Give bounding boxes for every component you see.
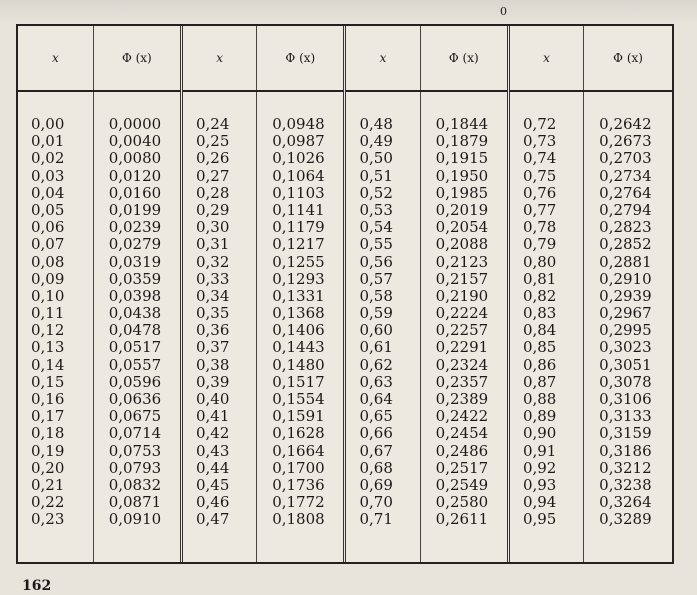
x-value: 0,30 (195, 218, 230, 237)
page-number: 162 (22, 578, 52, 594)
phi-value: 0,2764 (599, 183, 652, 202)
phi-value: 0,3238 (599, 475, 652, 494)
x-value: 0,86 (522, 355, 557, 374)
x-value: 0,77 (522, 200, 557, 219)
phi-value: 0,1772 (272, 493, 325, 512)
x-value: 0,29 (195, 200, 230, 219)
phi-value: 0,2580 (435, 493, 489, 512)
phi-value: 0,1844 (435, 115, 489, 133)
phi-value: 0,0160 (108, 183, 162, 202)
phi-value: 0,2642 (599, 115, 652, 133)
page-top-strip (0, 0, 697, 22)
phi-value: 0,2257 (435, 321, 489, 340)
x-value: 0,89 (522, 407, 557, 426)
phi-value: 0,1480 (272, 355, 325, 374)
header-x-4: x (508, 26, 583, 91)
x-value: 0,19 (31, 441, 65, 460)
header-row (18, 26, 672, 91)
x-value: 0,25 (195, 132, 230, 151)
header-phi-3: Φ (x) (420, 26, 508, 91)
phi-value: 0,2823 (599, 218, 652, 237)
x-value: 0,58 (359, 286, 393, 305)
x-value: 0,68 (359, 458, 393, 477)
x-value: 0,28 (195, 183, 230, 202)
phi-value: 0,0793 (108, 458, 162, 477)
x-value: 0,45 (195, 475, 230, 494)
x-value: 0,39 (195, 372, 230, 391)
phi-value: 0,0517 (108, 338, 162, 357)
x-value: 0,06 (31, 218, 65, 237)
phi-value: 0,3289 (599, 510, 652, 529)
x-value: 0,62 (359, 355, 393, 374)
phi-value: 0,0478 (108, 321, 162, 340)
x-value: 0,04 (31, 183, 65, 202)
phi-value: 0,2611 (435, 510, 489, 529)
x-value: 0,61 (359, 338, 393, 357)
phi-value: 0,0871 (108, 493, 162, 512)
phi-value: 0,2054 (435, 218, 489, 237)
x-value: 0,78 (522, 218, 557, 237)
phi-value: 0,1331 (272, 286, 325, 305)
x-value: 0,64 (359, 390, 393, 408)
x-value: 0,63 (359, 372, 393, 391)
x-value: 0,95 (522, 510, 557, 529)
phi-value: 0,1985 (435, 183, 489, 202)
column-x-4 (508, 91, 583, 562)
header-phi-2: Φ (x) (257, 26, 345, 91)
x-value: 0,33 (195, 269, 230, 288)
phi-value: 0,3264 (599, 493, 652, 512)
x-value: 0,03 (31, 166, 65, 185)
phi-value: 0,2881 (599, 252, 652, 271)
x-value: 0,57 (359, 269, 393, 288)
phi-value: 0,1879 (435, 132, 489, 151)
phi-value: 0,0120 (108, 166, 162, 185)
x-value: 0,02 (31, 149, 65, 168)
x-value: 0,71 (359, 510, 393, 529)
x-value: 0,27 (195, 166, 230, 185)
laplace-function-table (16, 24, 674, 564)
x-value: 0,31 (195, 235, 230, 254)
x-value: 0,75 (522, 166, 557, 185)
x-value: 0,32 (195, 252, 230, 271)
phi-value: 0,2673 (599, 132, 652, 151)
column-x-1 (18, 91, 93, 562)
x-value: 0,92 (522, 458, 557, 477)
x-value: 0,59 (359, 304, 393, 323)
phi-value: 0,3078 (599, 372, 652, 391)
x-value: 0,93 (522, 475, 557, 494)
phi-value: 0,0832 (108, 475, 162, 494)
x-value: 0,23 (31, 510, 65, 529)
phi-value: 0,2734 (599, 166, 652, 185)
phi-value: 0,1406 (272, 321, 325, 340)
phi-value: 0,0359 (108, 269, 162, 288)
x-value: 0,60 (359, 321, 393, 340)
x-value: 0,15 (31, 372, 65, 391)
x-value: 0,55 (359, 235, 393, 254)
header-phi-4: Φ (x) (584, 26, 672, 91)
phi-value: 0,2549 (435, 475, 489, 494)
phi-value: 0,0714 (108, 424, 162, 443)
phi-value: 0,3186 (599, 441, 652, 460)
phi-value: 0,2852 (599, 235, 652, 254)
x-value: 0,05 (31, 200, 65, 219)
header-phi-1: Φ (x) (93, 26, 181, 91)
column-phi-1 (93, 91, 181, 562)
phi-value: 0,0636 (108, 390, 162, 408)
top-label: 0 (500, 5, 507, 18)
phi-value: 0,3023 (599, 338, 652, 357)
x-value: 0,46 (195, 493, 230, 512)
phi-value: 0,2224 (435, 304, 489, 323)
x-value: 0,37 (195, 338, 230, 357)
x-value: 0,38 (195, 355, 230, 374)
phi-value: 0,0675 (108, 407, 162, 426)
x-value: 0,94 (522, 493, 557, 512)
x-value: 0,51 (359, 166, 393, 185)
x-value: 0,53 (359, 200, 393, 219)
x-value: 0,66 (359, 424, 393, 443)
phi-value: 0,0239 (108, 218, 162, 237)
x-value: 0,91 (522, 441, 557, 460)
x-value: 0,00 (31, 115, 65, 133)
phi-value: 0,1628 (272, 424, 325, 443)
phi-value: 0,1700 (272, 458, 325, 477)
x-value: 0,74 (522, 149, 557, 168)
x-value: 0,07 (31, 235, 65, 254)
phi-value: 0,0557 (108, 355, 162, 374)
phi-value: 0,2703 (599, 149, 652, 168)
x-value: 0,85 (522, 338, 557, 357)
x-value: 0,87 (522, 372, 557, 391)
x-value: 0,67 (359, 441, 393, 460)
phi-value: 0,0080 (108, 149, 162, 168)
x-value: 0,42 (195, 424, 230, 443)
phi-value: 0,0000 (108, 115, 162, 133)
phi-value: 0,2123 (435, 252, 489, 271)
phi-value: 0,1591 (272, 407, 325, 426)
x-value: 0,48 (359, 115, 393, 133)
x-value: 0,13 (31, 338, 65, 357)
phi-value: 0,2291 (435, 338, 489, 357)
x-value: 0,40 (195, 390, 230, 408)
phi-value: 0,0596 (108, 372, 162, 391)
phi-value: 0,1293 (272, 269, 325, 288)
x-value: 0,24 (195, 115, 230, 133)
phi-value: 0,1217 (272, 235, 325, 254)
x-value: 0,22 (31, 493, 65, 512)
x-value: 0,90 (522, 424, 557, 443)
x-value: 0,79 (522, 235, 557, 254)
x-value: 0,72 (522, 115, 557, 133)
x-value: 0,73 (522, 132, 557, 151)
x-value: 0,54 (359, 218, 393, 237)
phi-value: 0,1026 (272, 149, 325, 168)
phi-value: 0,1517 (272, 372, 325, 391)
x-value: 0,50 (359, 149, 393, 168)
phi-value: 0,1255 (272, 252, 325, 271)
x-value: 0,70 (359, 493, 393, 512)
header-x-2: x (181, 26, 256, 91)
x-value: 0,84 (522, 321, 557, 340)
phi-value: 0,0438 (108, 304, 162, 323)
x-value: 0,16 (31, 390, 65, 408)
phi-value: 0,3159 (599, 424, 652, 443)
phi-value: 0,1103 (272, 183, 325, 202)
phi-value: 0,0040 (108, 132, 162, 151)
phi-value: 0,2019 (435, 200, 489, 219)
x-value: 0,52 (359, 183, 393, 202)
x-value: 0,69 (359, 475, 393, 494)
phi-value: 0,3106 (599, 390, 652, 408)
column-phi-3 (420, 91, 508, 562)
phi-value: 0,2157 (435, 269, 489, 288)
phi-value: 0,1915 (435, 149, 489, 168)
phi-value: 0,1064 (272, 166, 325, 185)
x-value: 0,09 (31, 269, 65, 288)
x-value: 0,35 (195, 304, 230, 323)
x-value: 0,83 (522, 304, 557, 323)
phi-value: 0,2995 (599, 321, 652, 340)
x-value: 0,10 (31, 286, 65, 305)
x-value: 0,21 (31, 475, 65, 494)
x-value: 0,41 (195, 407, 230, 426)
x-value: 0,01 (31, 132, 65, 151)
phi-value: 0,2486 (435, 441, 489, 460)
x-value: 0,17 (31, 407, 65, 426)
phi-value: 0,0987 (272, 132, 325, 151)
x-value: 0,12 (31, 321, 65, 340)
header-x-1: x (18, 26, 93, 91)
column-x-3 (345, 91, 420, 562)
x-value: 0,88 (522, 390, 557, 408)
phi-value: 0,2939 (599, 286, 652, 305)
phi-value: 0,1736 (272, 475, 325, 494)
x-value: 0,26 (195, 149, 230, 168)
x-value: 0,36 (195, 321, 230, 340)
phi-value: 0,2324 (435, 355, 489, 374)
x-value: 0,47 (195, 510, 230, 529)
phi-value: 0,1808 (272, 510, 325, 529)
x-value: 0,18 (31, 424, 65, 443)
x-value: 0,76 (522, 183, 557, 202)
phi-value: 0,3212 (599, 458, 652, 477)
x-value: 0,56 (359, 252, 393, 271)
body-row (18, 91, 672, 562)
phi-value: 0,2389 (435, 390, 489, 408)
phi-value: 0,2967 (599, 304, 652, 323)
phi-value: 0,0279 (108, 235, 162, 254)
x-value: 0,14 (31, 355, 65, 374)
phi-value: 0,1368 (272, 304, 325, 323)
x-value: 0,65 (359, 407, 393, 426)
x-value: 0,43 (195, 441, 230, 460)
x-value: 0,82 (522, 286, 557, 305)
column-phi-4 (584, 91, 672, 562)
phi-value: 0,0398 (108, 286, 162, 305)
x-value: 0,44 (195, 458, 230, 477)
phi-value: 0,2517 (435, 458, 489, 477)
column-phi-2 (257, 91, 345, 562)
x-value: 0,20 (31, 458, 65, 477)
x-value: 0,34 (195, 286, 230, 305)
phi-value: 0,1950 (435, 166, 489, 185)
phi-value: 0,1443 (272, 338, 325, 357)
phi-value: 0,3133 (599, 407, 652, 426)
phi-value: 0,0319 (108, 252, 162, 271)
column-x-2 (181, 91, 256, 562)
phi-value: 0,1554 (272, 390, 325, 408)
x-value: 0,08 (31, 252, 65, 271)
x-value: 0,49 (359, 132, 393, 151)
phi-value: 0,1141 (272, 200, 325, 219)
value-table (18, 26, 672, 562)
phi-value: 0,2357 (435, 372, 489, 391)
phi-value: 0,2190 (435, 286, 489, 305)
phi-value: 0,2454 (435, 424, 489, 443)
phi-value: 0,0910 (108, 510, 162, 529)
phi-value: 0,0199 (108, 200, 162, 219)
phi-value: 0,2910 (599, 269, 652, 288)
phi-value: 0,1664 (272, 441, 325, 460)
phi-value: 0,2794 (599, 200, 652, 219)
phi-value: 0,0948 (272, 115, 325, 133)
phi-value: 0,0753 (108, 441, 162, 460)
phi-value: 0,2422 (435, 407, 489, 426)
x-value: 0,80 (522, 252, 557, 271)
x-value: 0,11 (31, 304, 65, 323)
phi-value: 0,3051 (599, 355, 652, 374)
header-x-3: x (345, 26, 420, 91)
phi-value: 0,1179 (272, 218, 325, 237)
phi-value: 0,2088 (435, 235, 489, 254)
x-value: 0,81 (522, 269, 557, 288)
